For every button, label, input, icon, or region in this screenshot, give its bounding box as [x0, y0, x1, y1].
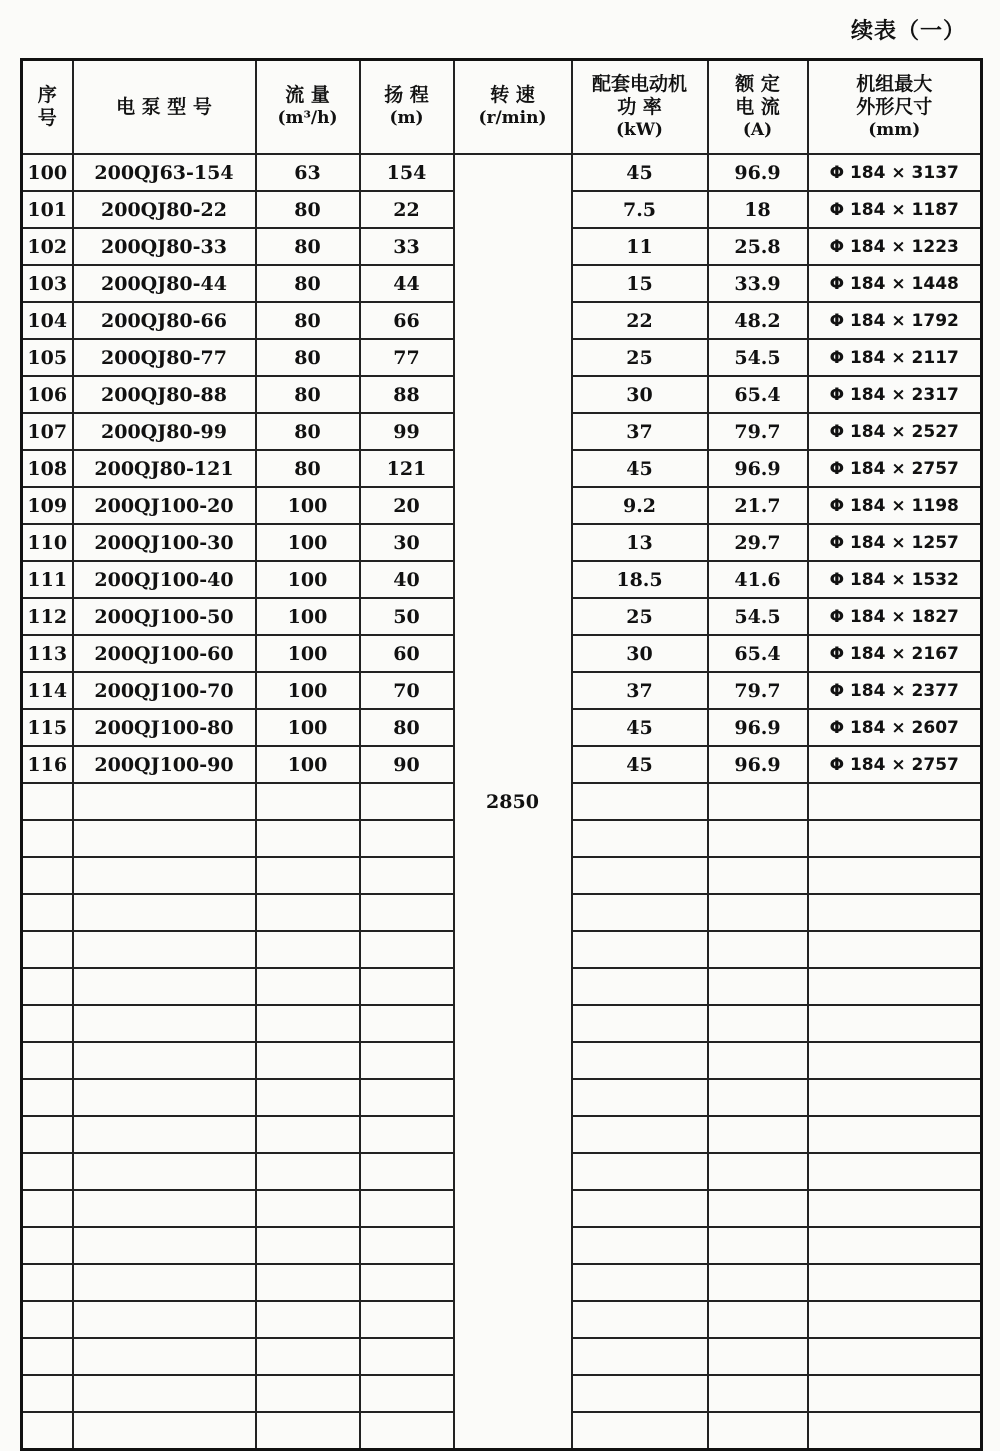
- cell-current: [708, 1190, 808, 1227]
- cell-head: 50: [360, 598, 454, 635]
- cell-current: 96.9: [708, 154, 808, 191]
- cell-size: [808, 1005, 982, 1042]
- cell-size: [808, 857, 982, 894]
- header-flow: 流 量 (m³/h): [256, 60, 360, 155]
- cell-model: [73, 857, 256, 894]
- cell-current: [708, 1153, 808, 1190]
- cell-size: [808, 820, 982, 857]
- cell-model: [73, 1153, 256, 1190]
- cell-flow: [256, 1153, 360, 1190]
- header-current: 额 定 电 流 (A): [708, 60, 808, 155]
- cell-no: [22, 931, 73, 968]
- cell-model: [73, 968, 256, 1005]
- cell-flow: [256, 820, 360, 857]
- cell-head: 99: [360, 413, 454, 450]
- cell-size: [808, 1116, 982, 1153]
- cell-flow: 100: [256, 709, 360, 746]
- cell-size: [808, 1227, 982, 1264]
- cell-current: [708, 1079, 808, 1116]
- cell-head: [360, 1375, 454, 1412]
- cell-no: 107: [22, 413, 73, 450]
- cell-size: [808, 968, 982, 1005]
- cell-current: [708, 1301, 808, 1338]
- cell-head: [360, 1338, 454, 1375]
- cell-no: 105: [22, 339, 73, 376]
- cell-model: 200QJ80-44: [73, 265, 256, 302]
- cell-power: [572, 1227, 708, 1264]
- cell-size: [808, 931, 982, 968]
- cell-flow: [256, 1116, 360, 1153]
- cell-size: [808, 1042, 982, 1079]
- cell-current: [708, 894, 808, 931]
- cell-power: 45: [572, 709, 708, 746]
- cell-head: 40: [360, 561, 454, 598]
- cell-power: [572, 1301, 708, 1338]
- cell-flow: [256, 968, 360, 1005]
- cell-model: [73, 1042, 256, 1079]
- cell-current: 18: [708, 191, 808, 228]
- header-no: 序 号: [22, 60, 73, 155]
- cell-power: 18.5: [572, 561, 708, 598]
- cell-model: [73, 1227, 256, 1264]
- cell-size: [808, 1338, 982, 1375]
- cell-power: 25: [572, 598, 708, 635]
- cell-no: 116: [22, 746, 73, 783]
- cell-flow: [256, 1005, 360, 1042]
- cell-power: [572, 857, 708, 894]
- cell-flow: [256, 1412, 360, 1450]
- cell-no: 101: [22, 191, 73, 228]
- cell-current: [708, 1116, 808, 1153]
- cell-model: [73, 1079, 256, 1116]
- cell-current: 21.7: [708, 487, 808, 524]
- cell-no: [22, 1005, 73, 1042]
- cell-head: 44: [360, 265, 454, 302]
- cell-size: Φ 184 × 1792: [808, 302, 982, 339]
- cell-flow: 80: [256, 376, 360, 413]
- cell-no: [22, 1412, 73, 1450]
- cell-no: [22, 1079, 73, 1116]
- header-row: [22, 60, 982, 155]
- cell-current: 96.9: [708, 709, 808, 746]
- cell-model: [73, 894, 256, 931]
- cell-model: 200QJ100-70: [73, 672, 256, 709]
- cell-size: Φ 184 × 1448: [808, 265, 982, 302]
- cell-current: 29.7: [708, 524, 808, 561]
- cell-flow: 80: [256, 191, 360, 228]
- cell-head: [360, 894, 454, 931]
- cell-power: [572, 894, 708, 931]
- cell-model: 200QJ80-99: [73, 413, 256, 450]
- cell-flow: [256, 1227, 360, 1264]
- cell-size: Φ 184 × 2757: [808, 746, 982, 783]
- cell-head: [360, 1264, 454, 1301]
- cell-head: [360, 931, 454, 968]
- cell-model: [73, 1412, 256, 1450]
- cell-power: 37: [572, 413, 708, 450]
- cell-flow: 80: [256, 450, 360, 487]
- cell-head: 30: [360, 524, 454, 561]
- cell-size: Φ 184 × 1827: [808, 598, 982, 635]
- cell-model: 200QJ80-121: [73, 450, 256, 487]
- cell-no: 110: [22, 524, 73, 561]
- cell-power: [572, 1375, 708, 1412]
- cell-power: [572, 783, 708, 820]
- cell-no: [22, 1042, 73, 1079]
- cell-current: [708, 931, 808, 968]
- cell-model: [73, 1190, 256, 1227]
- cell-power: [572, 1412, 708, 1450]
- cell-no: 104: [22, 302, 73, 339]
- cell-power: 22: [572, 302, 708, 339]
- cell-flow: 100: [256, 524, 360, 561]
- cell-model: [73, 1338, 256, 1375]
- cell-head: 121: [360, 450, 454, 487]
- cell-power: [572, 968, 708, 1005]
- cell-flow: 63: [256, 154, 360, 191]
- cell-flow: [256, 931, 360, 968]
- table-body: [22, 154, 982, 1450]
- cell-flow: [256, 1079, 360, 1116]
- cell-no: 108: [22, 450, 73, 487]
- cell-power: [572, 1042, 708, 1079]
- cell-power: 45: [572, 746, 708, 783]
- header-speed: 转 速 (r/min): [454, 60, 572, 155]
- cell-head: [360, 1301, 454, 1338]
- cell-size: Φ 184 × 2527: [808, 413, 982, 450]
- cell-flow: 100: [256, 746, 360, 783]
- cell-current: 79.7: [708, 672, 808, 709]
- cell-flow: 80: [256, 413, 360, 450]
- cell-model: [73, 1264, 256, 1301]
- cell-size: [808, 1153, 982, 1190]
- cell-no: 113: [22, 635, 73, 672]
- cell-no: [22, 857, 73, 894]
- cell-current: [708, 968, 808, 1005]
- cell-current: 54.5: [708, 339, 808, 376]
- cell-power: 9.2: [572, 487, 708, 524]
- cell-no: 111: [22, 561, 73, 598]
- cell-power: [572, 1264, 708, 1301]
- cell-flow: [256, 857, 360, 894]
- cell-head: 22: [360, 191, 454, 228]
- cell-current: 41.6: [708, 561, 808, 598]
- cell-model: 200QJ80-77: [73, 339, 256, 376]
- header-model: 电 泵 型 号: [73, 60, 256, 155]
- cell-model: 200QJ100-50: [73, 598, 256, 635]
- cell-head: [360, 857, 454, 894]
- cell-no: [22, 783, 73, 820]
- cell-flow: 100: [256, 561, 360, 598]
- cell-flow: 100: [256, 487, 360, 524]
- cell-model: 200QJ100-60: [73, 635, 256, 672]
- cell-head: 77: [360, 339, 454, 376]
- cell-head: 88: [360, 376, 454, 413]
- header-size: 机组最大 外形尺寸 (mm): [808, 60, 982, 155]
- cell-size: Φ 184 × 1532: [808, 561, 982, 598]
- cell-model: 200QJ80-66: [73, 302, 256, 339]
- cell-head: [360, 1412, 454, 1450]
- header-head: 扬 程 (m): [360, 60, 454, 155]
- cell-model: 200QJ100-20: [73, 487, 256, 524]
- cell-flow: 80: [256, 302, 360, 339]
- cell-head: [360, 1079, 454, 1116]
- cell-head: 60: [360, 635, 454, 672]
- cell-power: [572, 1153, 708, 1190]
- cell-flow: [256, 1042, 360, 1079]
- cell-power: 37: [572, 672, 708, 709]
- cell-head: 90: [360, 746, 454, 783]
- cell-flow: [256, 783, 360, 820]
- cell-power: 45: [572, 450, 708, 487]
- cell-current: 48.2: [708, 302, 808, 339]
- cell-size: Φ 184 × 2117: [808, 339, 982, 376]
- cell-flow: 100: [256, 672, 360, 709]
- cell-power: [572, 1005, 708, 1042]
- cell-no: [22, 1190, 73, 1227]
- cell-no: 106: [22, 376, 73, 413]
- cell-current: 96.9: [708, 450, 808, 487]
- cell-model: 200QJ80-88: [73, 376, 256, 413]
- cell-power: [572, 1079, 708, 1116]
- cell-size: Φ 184 × 2317: [808, 376, 982, 413]
- cell-flow: [256, 1338, 360, 1375]
- cell-current: [708, 1005, 808, 1042]
- cell-power: [572, 1190, 708, 1227]
- cell-model: 200QJ80-33: [73, 228, 256, 265]
- cell-no: 115: [22, 709, 73, 746]
- cell-head: 20: [360, 487, 454, 524]
- cell-power: 13: [572, 524, 708, 561]
- cell-model: 200QJ100-40: [73, 561, 256, 598]
- cell-head: 70: [360, 672, 454, 709]
- cell-flow: 100: [256, 635, 360, 672]
- cell-model: [73, 1005, 256, 1042]
- cell-flow: [256, 1190, 360, 1227]
- cell-current: [708, 820, 808, 857]
- cell-size: Φ 184 × 1198: [808, 487, 982, 524]
- cell-flow: [256, 1375, 360, 1412]
- cell-current: [708, 1042, 808, 1079]
- cell-current: 65.4: [708, 635, 808, 672]
- cell-current: [708, 1412, 808, 1450]
- cell-power: [572, 820, 708, 857]
- cell-no: [22, 1153, 73, 1190]
- cell-size: [808, 894, 982, 931]
- cell-current: [708, 1227, 808, 1264]
- cell-size: Φ 184 × 1187: [808, 191, 982, 228]
- cell-current: [708, 1375, 808, 1412]
- cell-no: 109: [22, 487, 73, 524]
- cell-current: [708, 783, 808, 820]
- cell-model: [73, 1116, 256, 1153]
- cell-current: 33.9: [708, 265, 808, 302]
- cell-current: [708, 1264, 808, 1301]
- cell-size: [808, 1301, 982, 1338]
- cell-no: [22, 1227, 73, 1264]
- continued-label: 续表（一）: [850, 18, 966, 44]
- cell-current: 96.9: [708, 746, 808, 783]
- cell-size: [808, 1190, 982, 1227]
- table-row: [22, 154, 982, 191]
- cell-flow: 80: [256, 265, 360, 302]
- cell-model: 200QJ100-30: [73, 524, 256, 561]
- cell-no: 103: [22, 265, 73, 302]
- cell-size: [808, 1264, 982, 1301]
- cell-size: [808, 1412, 982, 1450]
- cell-model: [73, 931, 256, 968]
- header-power: 配套电动机 功 率 (kW): [572, 60, 708, 155]
- cell-model: [73, 1301, 256, 1338]
- cell-size: Φ 184 × 1257: [808, 524, 982, 561]
- cell-no: 112: [22, 598, 73, 635]
- cell-flow: [256, 894, 360, 931]
- cell-size: Φ 184 × 2167: [808, 635, 982, 672]
- cell-flow: 80: [256, 339, 360, 376]
- cell-no: [22, 1264, 73, 1301]
- cell-head: [360, 1005, 454, 1042]
- cell-size: [808, 783, 982, 820]
- cell-size: Φ 184 × 2607: [808, 709, 982, 746]
- cell-size: [808, 1375, 982, 1412]
- cell-no: [22, 1338, 73, 1375]
- cell-power: 7.5: [572, 191, 708, 228]
- cell-no: 100: [22, 154, 73, 191]
- cell-head: [360, 1153, 454, 1190]
- cell-model: [73, 783, 256, 820]
- cell-head: 33: [360, 228, 454, 265]
- cell-head: [360, 820, 454, 857]
- cell-no: [22, 820, 73, 857]
- cell-head: [360, 783, 454, 820]
- cell-flow: 100: [256, 598, 360, 635]
- cell-current: 65.4: [708, 376, 808, 413]
- cell-size: [808, 1079, 982, 1116]
- cell-flow: [256, 1264, 360, 1301]
- cell-head: 66: [360, 302, 454, 339]
- cell-no: [22, 1375, 73, 1412]
- cell-head: [360, 1042, 454, 1079]
- cell-no: [22, 968, 73, 1005]
- cell-flow: [256, 1301, 360, 1338]
- cell-size: Φ 184 × 2757: [808, 450, 982, 487]
- cell-model: 200QJ63-154: [73, 154, 256, 191]
- cell-no: 114: [22, 672, 73, 709]
- cell-model: [73, 820, 256, 857]
- cell-current: 25.8: [708, 228, 808, 265]
- cell-head: [360, 1116, 454, 1153]
- cell-no: 102: [22, 228, 73, 265]
- cell-power: [572, 931, 708, 968]
- cell-power: 11: [572, 228, 708, 265]
- cell-head: 80: [360, 709, 454, 746]
- cell-power: 30: [572, 635, 708, 672]
- cell-power: 25: [572, 339, 708, 376]
- cell-power: 30: [572, 376, 708, 413]
- cell-speed-merged: 2850: [454, 154, 572, 1450]
- cell-head: [360, 1227, 454, 1264]
- cell-head: 154: [360, 154, 454, 191]
- cell-model: 200QJ80-22: [73, 191, 256, 228]
- cell-power: 15: [572, 265, 708, 302]
- cell-model: 200QJ100-80: [73, 709, 256, 746]
- cell-power: 45: [572, 154, 708, 191]
- cell-current: 54.5: [708, 598, 808, 635]
- cell-flow: 80: [256, 228, 360, 265]
- cell-current: [708, 1338, 808, 1375]
- cell-current: 79.7: [708, 413, 808, 450]
- cell-size: Φ 184 × 3137: [808, 154, 982, 191]
- cell-model: [73, 1375, 256, 1412]
- cell-power: [572, 1338, 708, 1375]
- cell-head: [360, 1190, 454, 1227]
- cell-size: Φ 184 × 2377: [808, 672, 982, 709]
- cell-head: [360, 968, 454, 1005]
- cell-current: [708, 857, 808, 894]
- cell-size: Φ 184 × 1223: [808, 228, 982, 265]
- cell-power: [572, 1116, 708, 1153]
- cell-no: [22, 894, 73, 931]
- cell-no: [22, 1116, 73, 1153]
- cell-model: 200QJ100-90: [73, 746, 256, 783]
- pump-spec-table: [20, 58, 983, 1451]
- cell-no: [22, 1301, 73, 1338]
